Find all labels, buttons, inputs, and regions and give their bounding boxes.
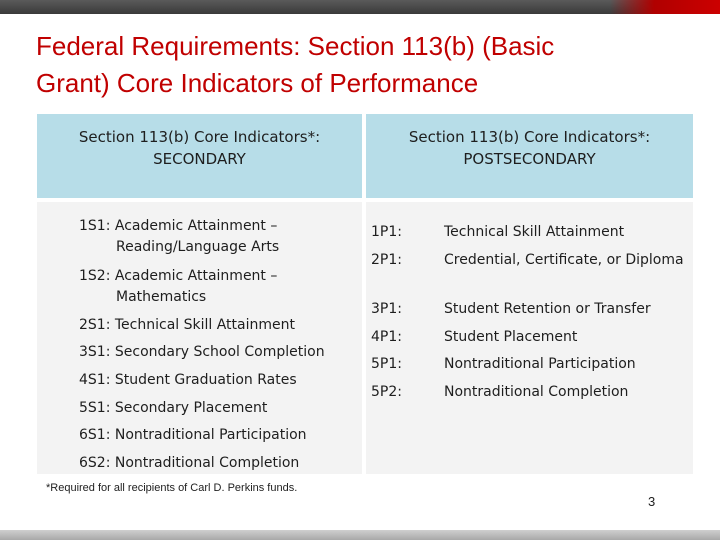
secondary-header: [37, 114, 362, 198]
indicator-text-continued: Reading/Language Arts: [116, 239, 280, 255]
indicator-code: 5P2:: [371, 384, 402, 400]
indicator-code: 5P1:: [371, 356, 402, 372]
indicator-text: Technical Skill Attainment: [444, 224, 625, 240]
secondary-indicator-1s2: [79, 266, 359, 308]
indicator-code: 2P1:: [371, 252, 402, 268]
indicator-code: 3S1:: [79, 344, 111, 360]
indicator-text: Academic Attainment –: [114, 218, 278, 234]
slide-title-line-2: Grant) Core Indicators of Performance: [36, 68, 479, 98]
indicator-code: 6S2:: [79, 455, 111, 471]
indicator-text: Technical Skill Attainment: [114, 317, 295, 333]
indicator-code: 5S1:: [79, 400, 111, 416]
secondary-indicator-6s2: [79, 453, 359, 474]
indicator-text: Nontraditional Completion: [114, 455, 300, 471]
indicator-code: 4P1:: [371, 329, 402, 345]
indicator-text: Credential, Certificate, or Diploma: [444, 252, 684, 268]
indicator-code: 1S2:: [79, 268, 111, 284]
postsecondary-header: [366, 114, 693, 198]
secondary-indicator-6s1: [79, 425, 359, 446]
footnote: *Required for all recipients of Carl D. Perkins funds.: [46, 482, 298, 494]
secondary-indicator-2s1: [79, 315, 359, 336]
indicator-code: 1P1:: [371, 224, 402, 240]
slide-title-line-1: Federal Requirements: Section 113(b) (Basic: [36, 31, 555, 61]
secondary-header-line-1: Section 113(b) Core Indicators*:: [78, 128, 321, 146]
indicator-code: 6S1:: [79, 427, 111, 443]
indicator-text: Academic Attainment –: [114, 268, 278, 284]
indicator-text: Secondary Placement: [114, 400, 268, 416]
indicator-code: 3P1:: [371, 301, 402, 317]
indicator-text: Student Placement: [444, 329, 578, 345]
top-decorative-bar: [0, 0, 720, 14]
indicator-code: 2S1:: [79, 317, 111, 333]
indicator-text: Nontraditional Participation: [114, 427, 307, 443]
bottom-decorative-bar: [0, 530, 720, 540]
secondary-indicator-5s1: [79, 398, 359, 419]
secondary-header-line-2: SECONDARY: [153, 150, 246, 168]
indicator-text: Nontraditional Completion: [444, 384, 629, 400]
indicator-text: Student Graduation Rates: [114, 372, 297, 388]
secondary-indicator-3s1: [79, 342, 359, 363]
indicator-code: 1S1:: [79, 218, 111, 234]
indicator-code: 4S1:: [79, 372, 111, 388]
slide-title: [36, 28, 696, 102]
page-number: 3: [648, 494, 656, 509]
indicator-text: Secondary School Completion: [114, 344, 325, 360]
postsecondary-header-line-1: Section 113(b) Core Indicators*:: [408, 128, 651, 146]
secondary-indicator-4s1: [79, 370, 359, 391]
secondary-indicator-1s1: [79, 216, 359, 258]
top-red-accent: [610, 0, 720, 14]
indicator-text: Student Retention or Transfer: [444, 301, 651, 317]
indicator-text: Nontraditional Participation: [444, 356, 636, 372]
postsecondary-header-line-2: POSTSECONDARY: [463, 150, 596, 168]
indicator-text-continued: Mathematics: [116, 289, 207, 305]
